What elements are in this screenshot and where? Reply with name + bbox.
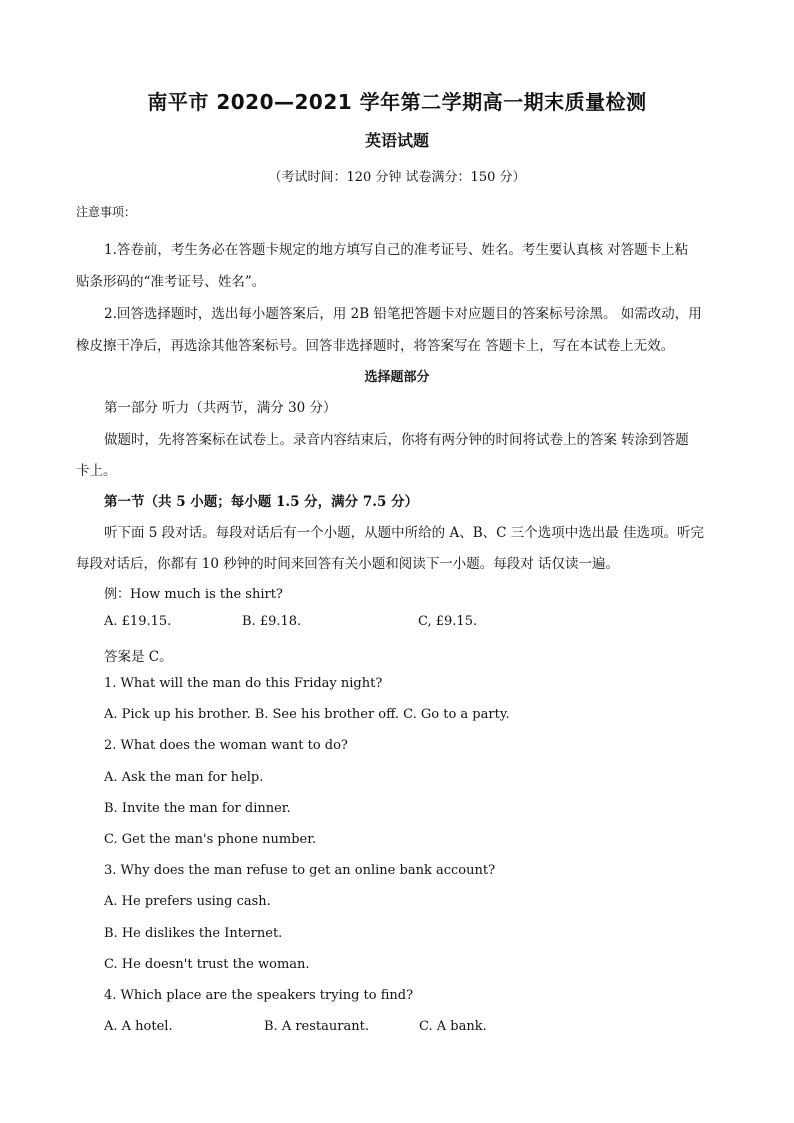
notice-item-1-line-2: 贴条形码的“准考证号、姓名”。 <box>76 274 266 290</box>
question-2-stem: 2. What does the woman want to do? <box>104 738 348 753</box>
example-answer: 答案是 C。 <box>104 649 173 665</box>
question-3-option-a: A. He prefers using cash. <box>104 894 271 909</box>
part-1-title: 第一部分 听力（共两节，满分 30 分） <box>104 400 337 416</box>
question-2-option-b: B. Invite the man for dinner. <box>104 801 291 816</box>
question-3-stem: 3. Why does the man refuse to get an online bank account? <box>104 863 496 878</box>
notice-item-1-line-1: 1.答卷前，考生务必在答题卡规定的地方填写自己的准考证号、姓名。考生要认真核 对答题卡上粘 <box>104 242 689 258</box>
notice-item-2-line-1: 2.回答选择题时，选出每小题答案后，用 2B 铅笔把答题卡对应题目的答案标号涂黑。 如需改动，用 <box>104 306 702 322</box>
question-2-option-a: A. Ask the man for help. <box>104 770 264 785</box>
question-2-option-c: C. Get the man's phone number. <box>104 832 317 847</box>
example-option-b: B. £9.18. <box>242 614 302 629</box>
part-1-instruction-line-1: 做题时，先将答案标在试卷上。录音内容结束后，你将有两分钟的时间将试卷上的答案 转涂到答题 <box>104 432 689 448</box>
question-4-option-b: B. A restaurant. <box>264 1019 369 1034</box>
subject-title: 英语试题 <box>364 131 429 150</box>
question-4-stem: 4. Which place are the speakers trying to find? <box>104 988 414 1003</box>
question-4-option-c: C. A bank. <box>419 1019 487 1034</box>
question-4-option-a: A. A hotel. <box>104 1019 173 1034</box>
example-option-c: C, £9.15. <box>418 614 478 629</box>
question-3-option-c: C. He doesn't trust the woman. <box>104 957 310 972</box>
section-1-title: 第一节（共 5 小题；每小题 1.5 分，满分 7.5 分） <box>104 494 419 510</box>
section-title: 选择题部分 <box>364 370 430 385</box>
question-3-option-b: B. He dislikes the Internet. <box>104 926 283 941</box>
example-options <box>104 614 524 632</box>
section-1-instruction-line-1: 听下面 5 段对话。每段对话后有一个小题，从题中所给的 A、B、C 三个选项中选出最 佳选项。听完 <box>104 525 705 541</box>
question-1-options: A. Pick up his brother. B. See his brother off. C. Go to a party. <box>104 707 510 722</box>
notice-heading: 注意事项： <box>76 205 137 219</box>
question-1-stem: 1. What will the man do this Friday night? <box>104 676 383 691</box>
question-4-options <box>104 1019 524 1037</box>
part-1-instruction-line-2: 卡上。 <box>76 463 117 479</box>
example-option-a: A. £19.15. <box>104 614 172 629</box>
section-1-instruction-line-2: 每段对话后，你都有 10 秒钟的时间来回答有关小题和阅读下一小题。每段对 话仅读一遍。 <box>76 556 620 572</box>
notice-item-2-line-2: 橡皮擦干净后，再选涂其他答案标号。回答非选择题时，将答案写在 答题卡上，写在本试卷上无效。 <box>76 338 675 354</box>
example-question: 例：How much is the shirt? <box>104 587 283 602</box>
exam-time-info: （考试时间：120 分钟 试卷满分：150 分） <box>268 170 526 185</box>
exam-title: 南平市 2020—2021 学年第二学期高一期末质量检测 <box>147 90 647 114</box>
